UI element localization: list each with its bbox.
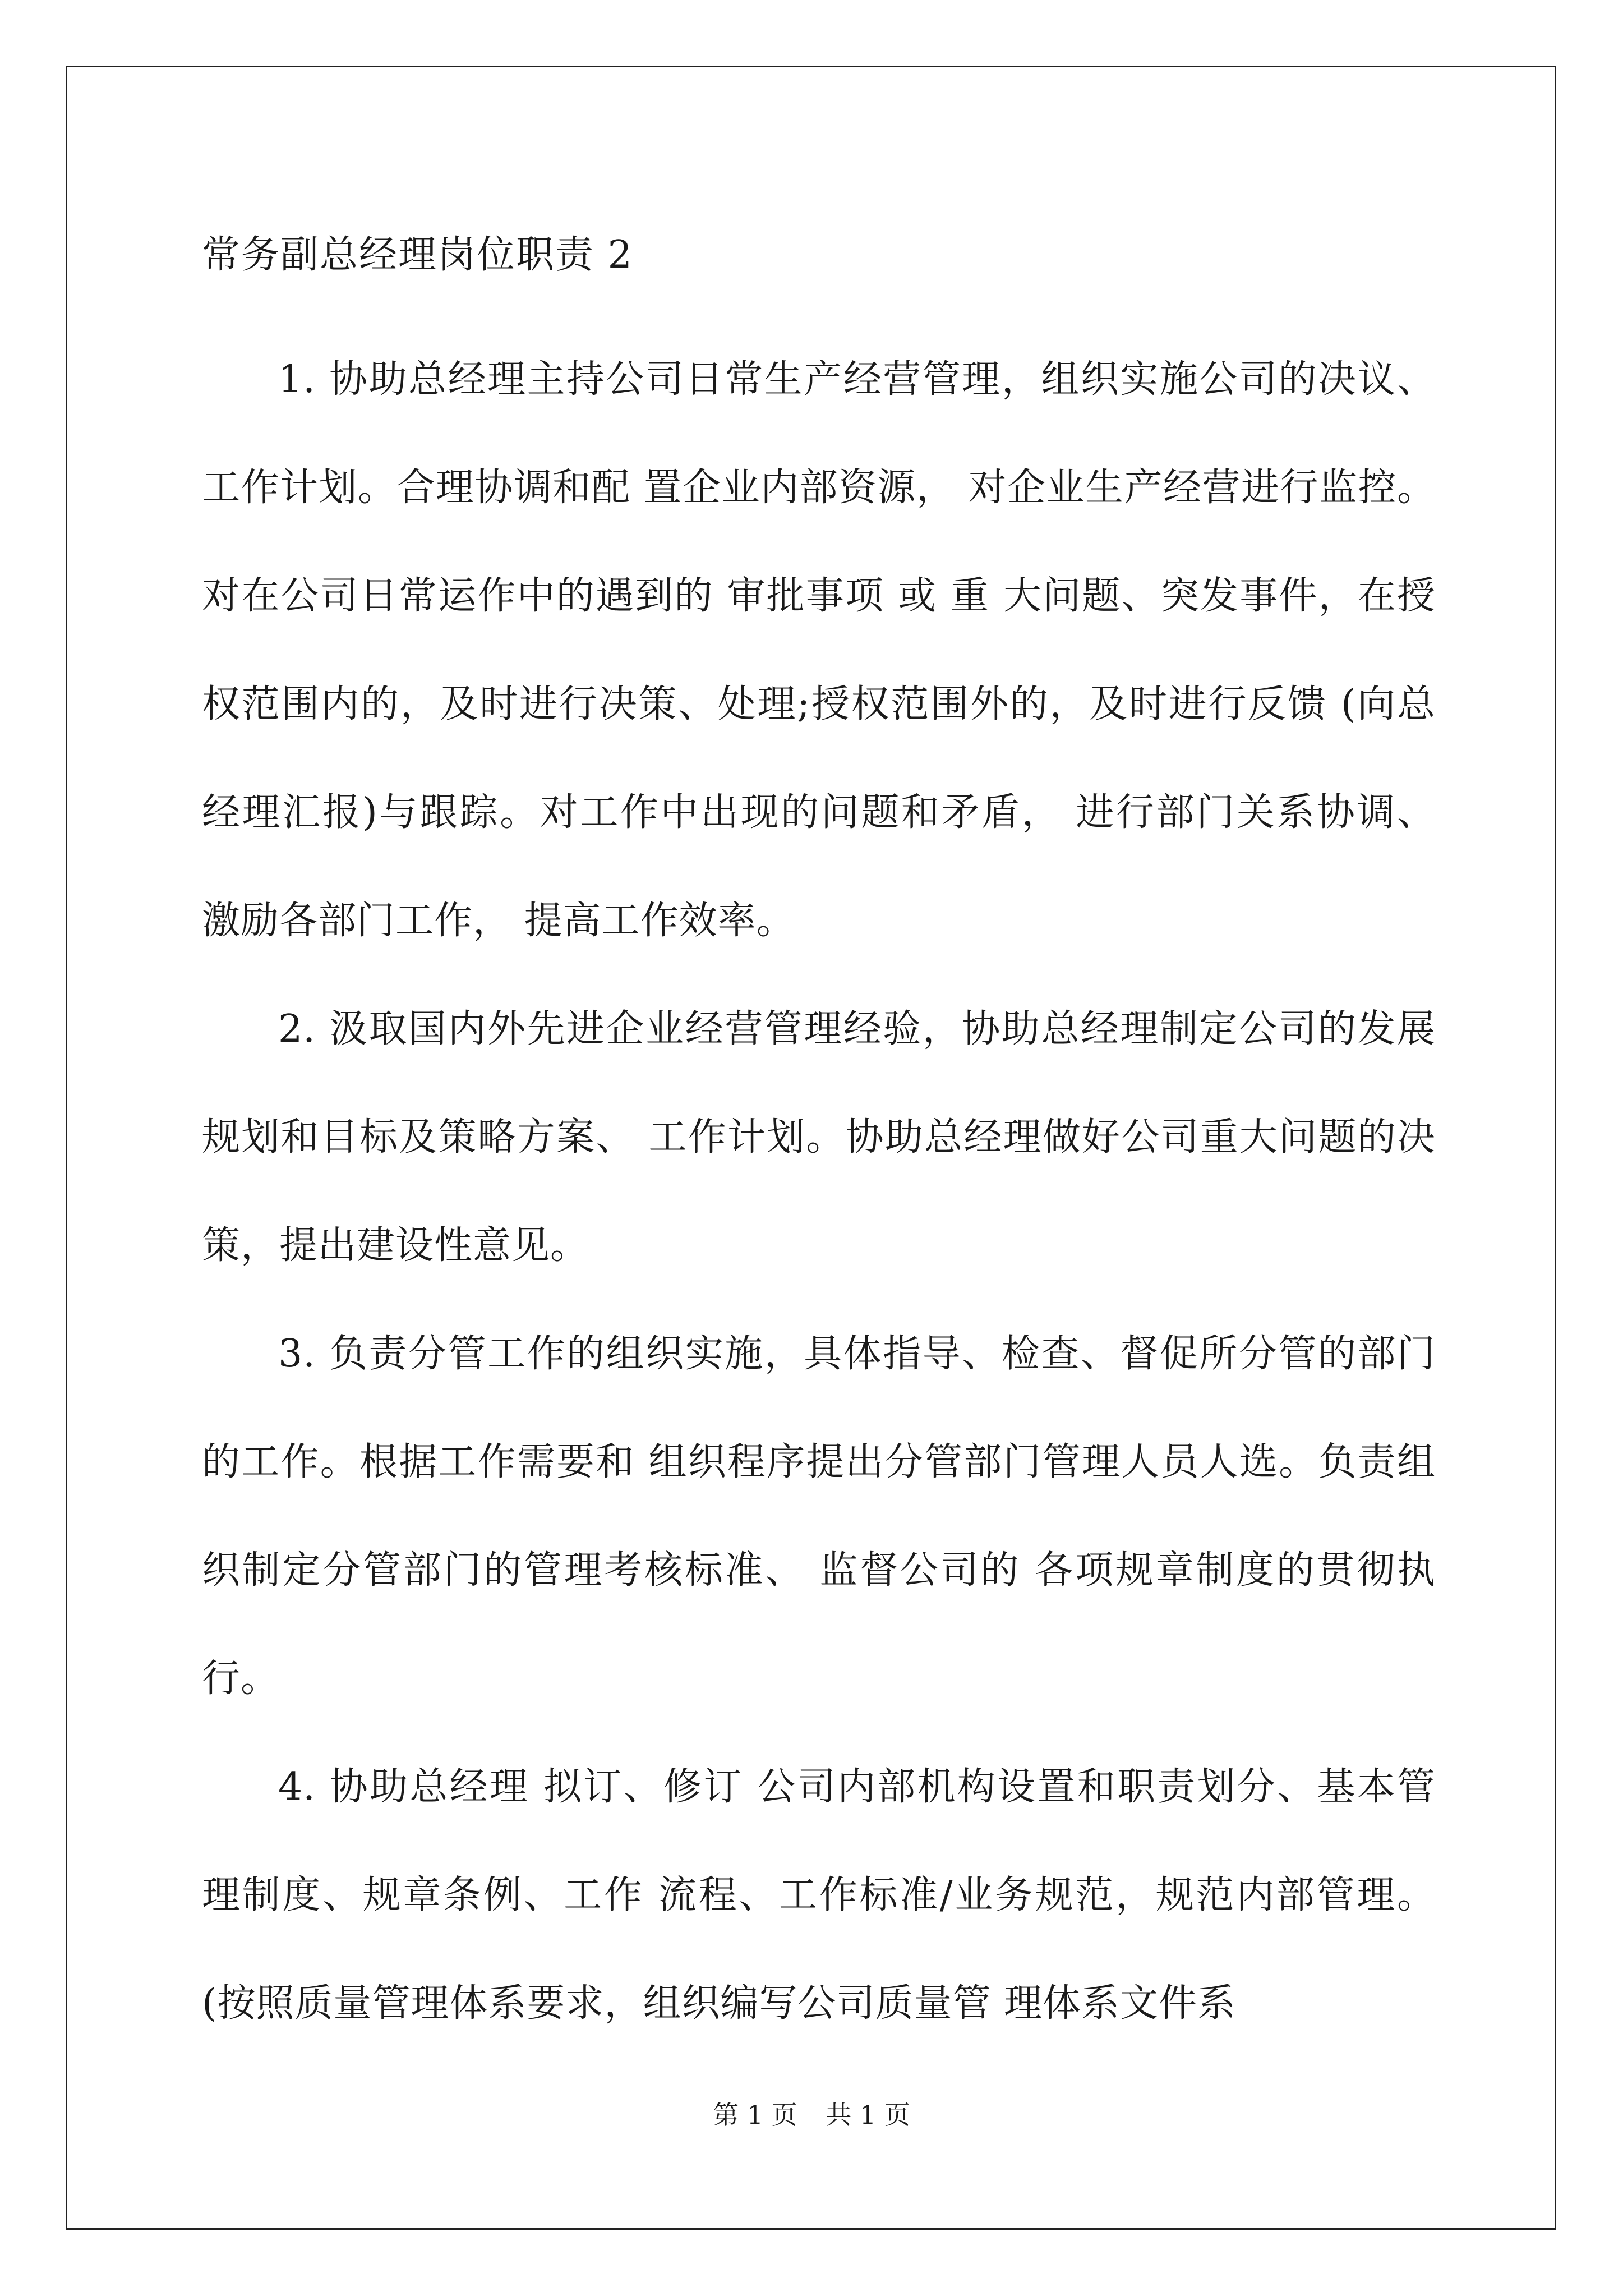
paragraph-2: 2. 汲取国内外先进企业经营管理经验，协助总经理制定公司的发展规划和目标及策略方案、 工作计划。协助总经理做好公司重大问题的决策，提出建设性意见。: [202, 1007, 1436, 1268]
page-number-current: 第 1 页: [713, 2100, 797, 2130]
page-number-total: 共 1 页: [826, 2100, 910, 2130]
paragraph-1: 1. 协助总经理主持公司日常生产经营管理，组织实施公司的决议、工作计划。合理协调和配 置企业内部资源， 对企业生产经营进行监控。 对在公司日常运作中的遇到的 审批事项 或 重 大问题、突发事件，在授权范围内的，及时进行决策、处理;授权范围外的，及时进行反馈 (向总经理汇报)与跟踪。对工作中出现的问题和矛盾， 进行部门关系协调、 激励各部门工作， 提高工作效率。: [202, 357, 1436, 943]
paragraph-4: 4. 协助总经理 拟订、修订 公司内部机构设置和职责划分、基本管理制度、规章条例、工作 流程、工作标准/业务规范，规范内部管理。(按照质量管理体系要求，组织编写公司质量管 理体系文件系: [202, 1765, 1436, 2026]
document-body: [202, 219, 1436, 2058]
page-footer: [0, 2098, 1623, 2132]
document-title: 常务副总经理岗位职责 2: [202, 233, 633, 277]
paragraph-3: 3. 负责分管工作的组织实施，具体指导、检查、督促所分管的部门的工作。根据工作需要和 组织程序提出分管部门管理人员人选。负责组织制定分管部门的管理考核标准、 监督公司的 各项规章制度的贯彻执行。: [202, 1332, 1436, 1701]
